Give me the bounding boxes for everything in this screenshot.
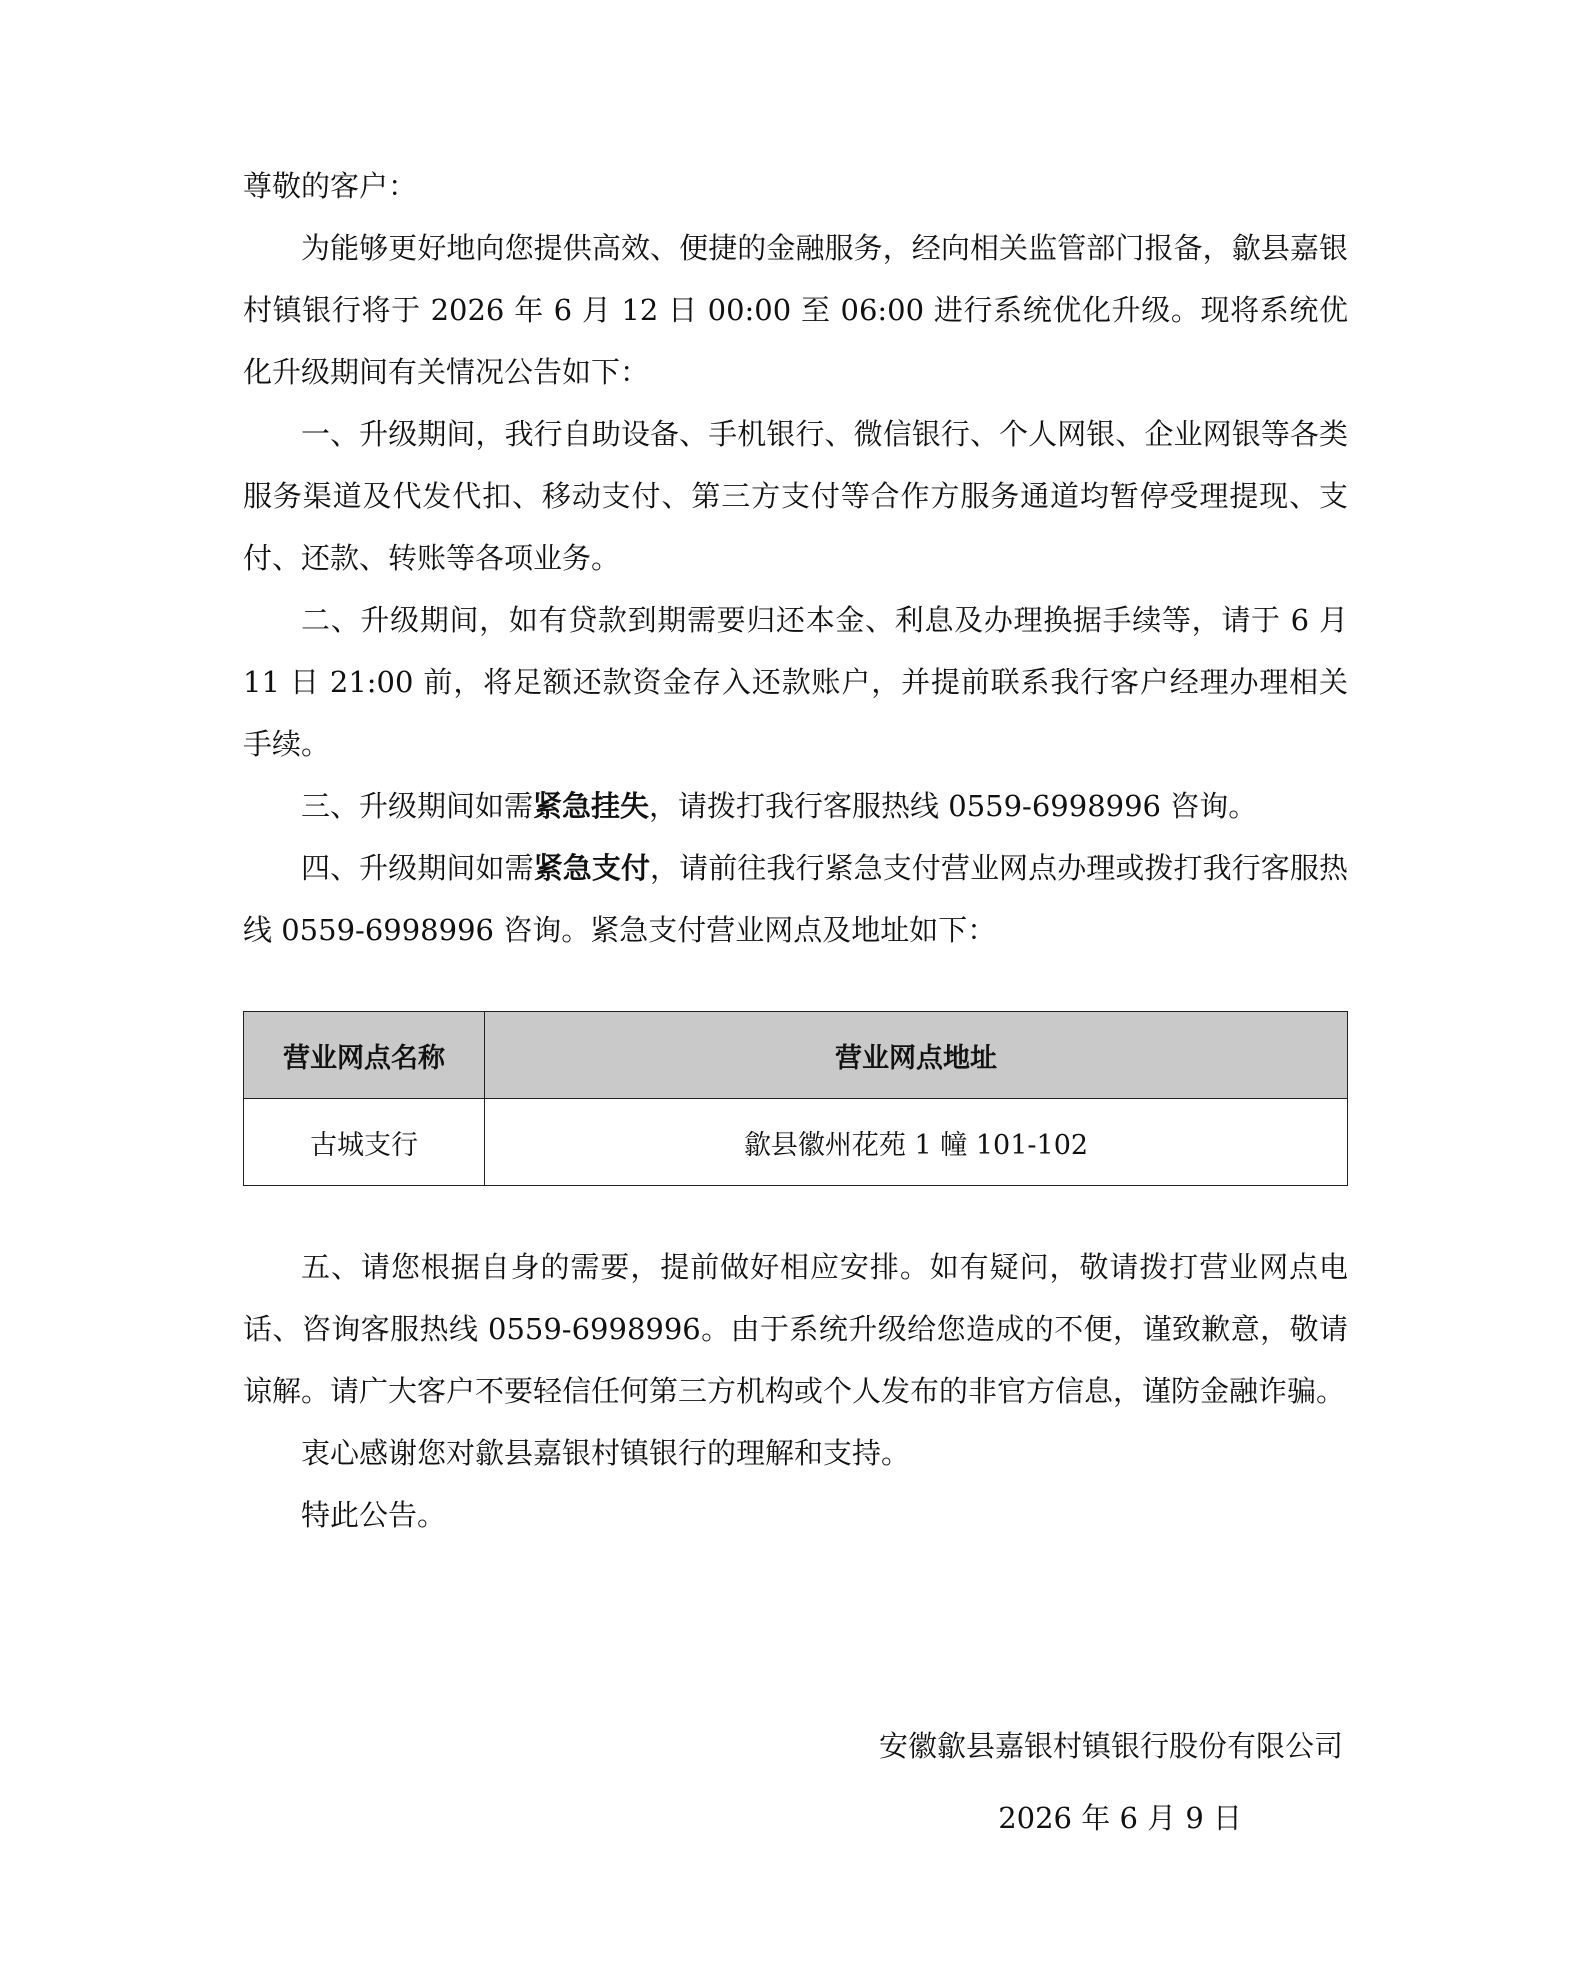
item-4-emphasis: 紧急支付: [533, 851, 651, 885]
notice-body: [243, 155, 1348, 1546]
intro-paragraph: 为能够更好地向您提供高效、便捷的金融服务，经向相关监管部门报备，歙县嘉银村镇银行将于 2026 年 6 月 12 日 00:00 至 06:00 进行系统优化升级。现将系统优化升级期间有关情况公告如下：: [243, 231, 1348, 389]
thanks-paragraph: 衷心感谢您对歙县嘉银村镇银行的理解和支持。: [301, 1436, 911, 1470]
cell-branch-address: 歙县徽州花苑 1 幢 101-102: [485, 1099, 1348, 1186]
item-3-text-pre: 三、升级期间如需: [301, 789, 534, 823]
issuer-name: 安徽歙县嘉银村镇银行股份有限公司: [878, 1729, 1343, 1763]
header-branch-address: 营业网点地址: [485, 1012, 1348, 1099]
item-1-paragraph: 一、升级期间，我行自助设备、手机银行、微信银行、个人网银、企业网银等各类服务渠道及代发代扣、移动支付、第三方支付等合作方服务通道均暂停受理提现、支付、还款、转账等各项业务。: [243, 417, 1348, 575]
greeting: 尊敬的客户：: [243, 169, 418, 203]
item-4-text-post: ，请前往我行紧急支付营业网点办理或拨打我行客服热线 0559-6998996 咨询。紧急支付营业网点及地址如下：: [243, 851, 1348, 947]
closing-paragraph: 特此公告。: [301, 1498, 447, 1532]
item-3-emphasis: 紧急挂失: [533, 789, 650, 823]
issue-date: 2026 年 6 月 9 日: [998, 1801, 1242, 1835]
branch-table: [243, 1011, 1348, 1186]
cell-branch-name: 古城支行: [244, 1099, 485, 1186]
item-4-paragraph: [243, 837, 1348, 961]
item-4-text-pre: 四、升级期间如需: [301, 851, 534, 885]
item-3-paragraph: [243, 775, 1348, 837]
item-2-paragraph: 二、升级期间，如有贷款到期需要归还本金、利息及办理换据手续等，请于 6 月 11 日 21:00 前，将足额还款资金存入还款账户，并提前联系我行客户经理办理相关手续。: [243, 603, 1348, 761]
item-3-text-post: ，请拨打我行客服热线 0559-6998996 咨询。: [649, 789, 1258, 823]
table-header-row: [244, 1012, 1348, 1099]
table-row: [244, 1099, 1348, 1186]
header-branch-name: 营业网点名称: [244, 1012, 485, 1099]
item-5-paragraph: 五、请您根据自身的需要，提前做好相应安排。如有疑问，敬请拨打营业网点电话、咨询客服热线 0559-6998996。由于系统升级给您造成的不便，谨致歉意，敬请谅解。请广大客户不要轻信任何第三方机构或个人发布的非官方信息，谨防金融诈骗。: [243, 1250, 1348, 1408]
